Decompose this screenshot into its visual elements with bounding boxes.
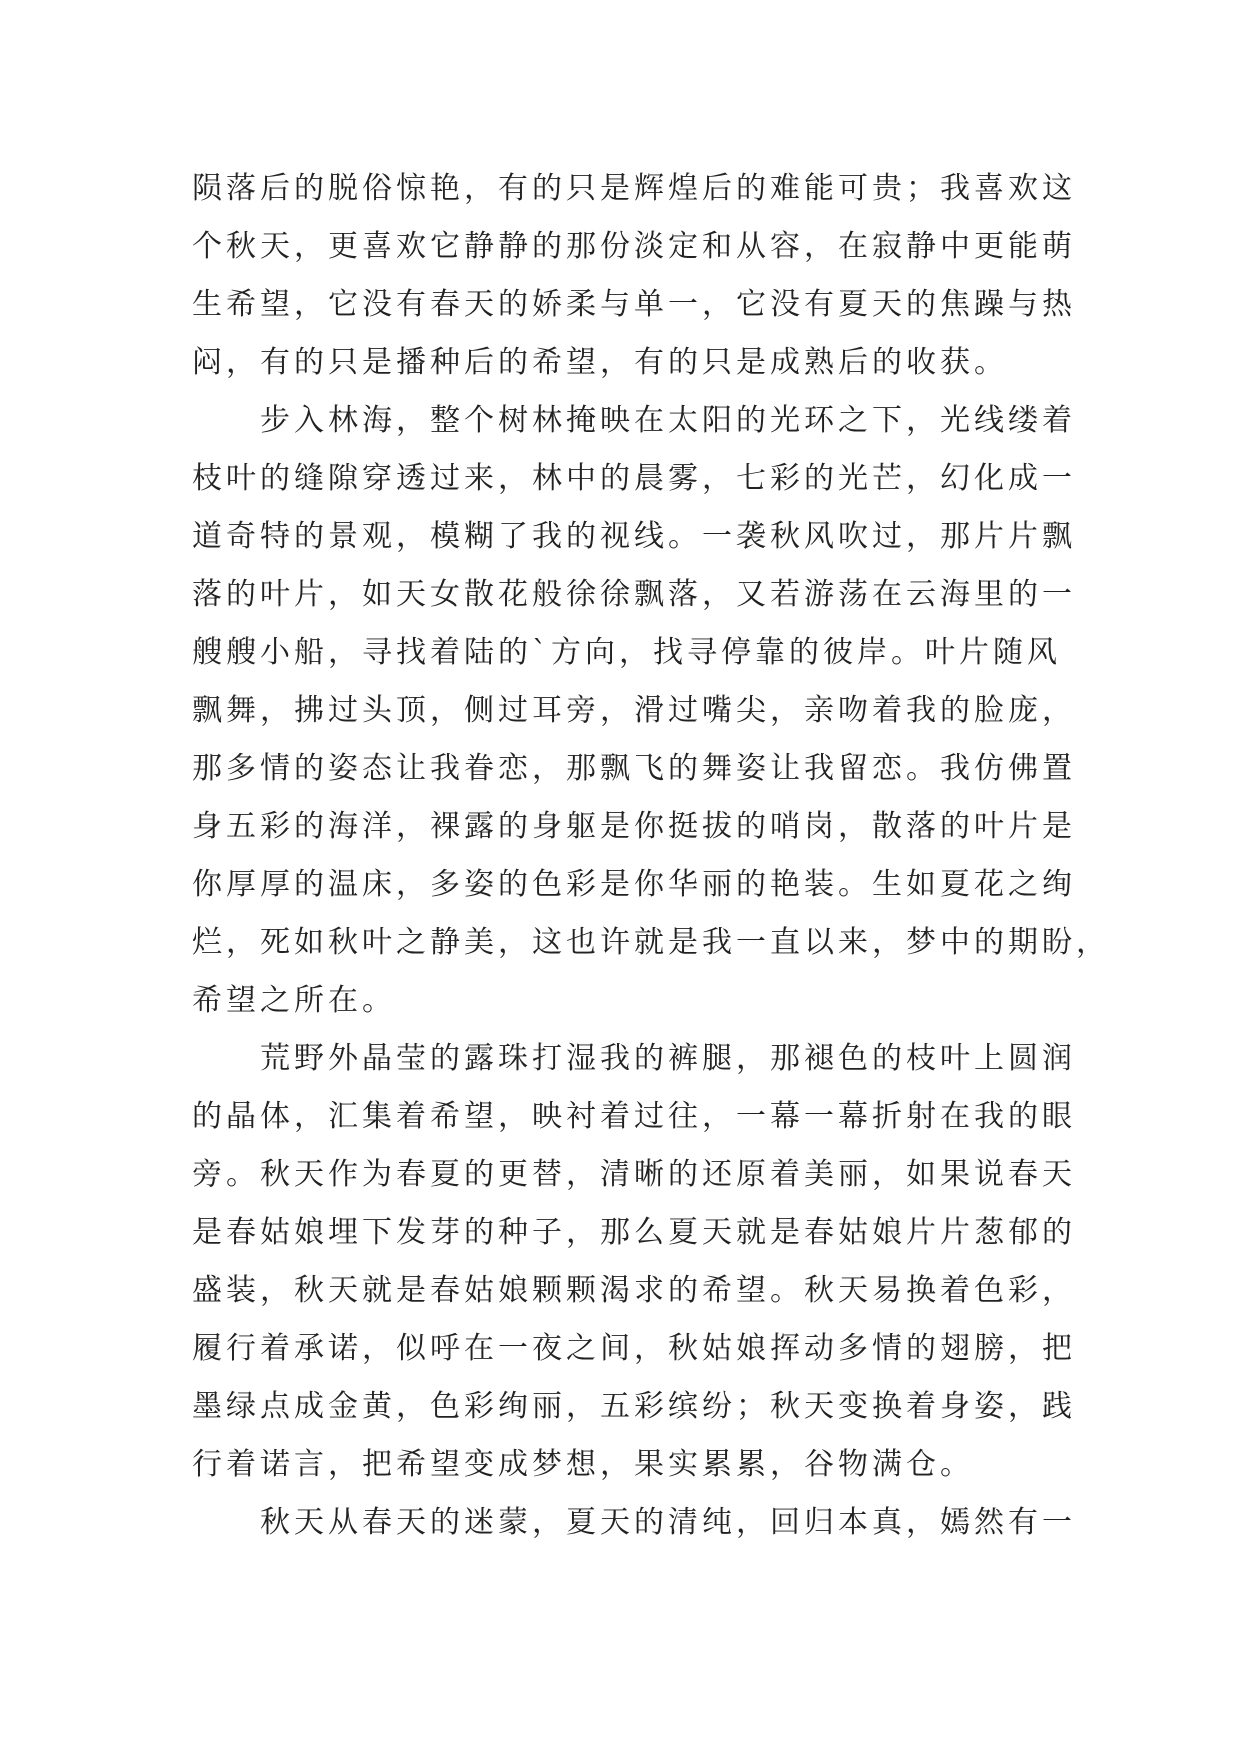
text-line: 希望之所在。 <box>192 983 396 1018</box>
text-line: 旁。秋天作为春夏的更替，清晰的还原着美丽，如果说春天 <box>192 1157 1076 1192</box>
text-line: 履行着承诺，似呼在一夜之间，秋姑娘挥动多情的翅膀，把 <box>192 1331 1076 1366</box>
text-line: 个秋天，更喜欢它静静的那份淡定和从容，在寂静中更能萌 <box>192 229 1076 264</box>
text-line: 你厚厚的温床，多姿的色彩是你华丽的艳装。生如夏花之绚 <box>192 867 1076 902</box>
text-line: 那多情的姿态让我眷恋，那飘飞的舞姿让我留恋。我仿佛置 <box>192 751 1076 786</box>
text-line: 秋天从春天的迷蒙，夏天的清纯，回归本真，嫣然有一 <box>260 1505 1076 1540</box>
text-line: 闷，有的只是播种后的希望，有的只是成熟后的收获。 <box>192 345 1008 380</box>
text-line: 身五彩的海洋，裸露的身躯是你挺拔的哨岗，散落的叶片是 <box>192 809 1076 844</box>
text-line: 步入林海，整个树林掩映在太阳的光环之下，光线缕着 <box>260 403 1076 438</box>
text-line: 飘舞，拂过头顶，侧过耳旁，滑过嘴尖，亲吻着我的脸庞， <box>192 693 1076 728</box>
text-line: 是春姑娘埋下发芽的种子，那么夏天就是春姑娘片片葱郁的 <box>192 1215 1076 1250</box>
text-line: 烂，死如秋叶之静美，这也许就是我一直以来，梦中的期盼， <box>192 925 1110 960</box>
text-line: 行着诺言，把希望变成梦想，果实累累，谷物满仓。 <box>192 1447 974 1482</box>
text-line: 荒野外晶莹的露珠打湿我的裤腿，那褪色的枝叶上圆润 <box>260 1041 1076 1076</box>
text-line: 落的叶片，如天女散花般徐徐飘落，又若游荡在云海里的一 <box>192 577 1076 612</box>
text-line: 道奇特的景观，模糊了我的视线。一袭秋风吹过，那片片飘 <box>192 519 1076 554</box>
text-line: 枝叶的缝隙穿透过来，林中的晨雾，七彩的光芒，幻化成一 <box>192 461 1076 496</box>
text-line: 盛装，秋天就是春姑娘颗颗渴求的希望。秋天易换着色彩， <box>192 1273 1076 1308</box>
text-line: 艘艘小船，寻找着陆的`方向，找寻停靠的彼岸。叶片随风 <box>192 635 1061 670</box>
text-line: 陨落后的脱俗惊艳，有的只是辉煌后的难能可贵；我喜欢这 <box>192 171 1076 206</box>
body-text <box>192 160 1110 1552</box>
text-line: 的晶体，汇集着希望，映衬着过往，一幕一幕折射在我的眼 <box>192 1099 1076 1134</box>
text-line: 生希望，它没有春天的娇柔与单一，它没有夏天的焦躁与热 <box>192 287 1076 322</box>
text-line: 墨绿点成金黄，色彩绚丽，五彩缤纷；秋天变换着身姿，践 <box>192 1389 1076 1424</box>
